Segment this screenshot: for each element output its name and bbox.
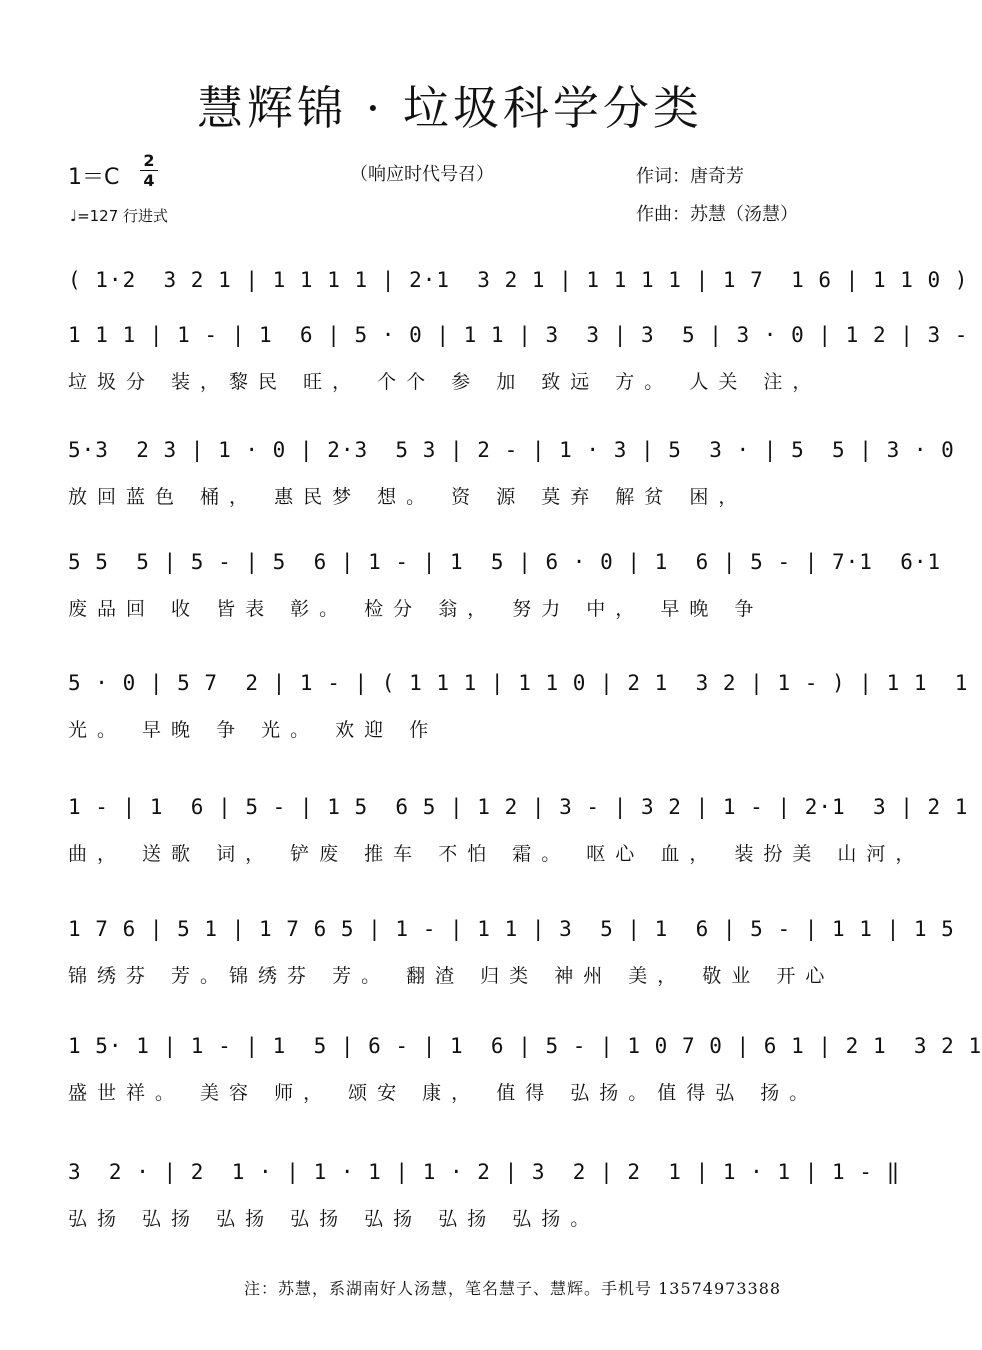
composer-credit: 作曲：苏慧（汤慧） <box>636 204 798 225</box>
lyric-line: 光。 早晚 争 光。 欢迎 作 <box>68 719 439 741</box>
notation-line: 3 2 · | 2 1 · | 1 · 1 | 1 · 2 | 3 2 | 2 1 | 1 · 1 | 1 - ‖ <box>68 1160 901 1184</box>
lyric-line: 放回蓝色 桶， 惠民梦 想。 资 源 莫弃 解贫 困， <box>68 486 748 508</box>
notation-line: 5 5 5 | 5 - | 5 6 | 1 - | 1 5 | 6 · 0 | 1 6 | 5 - | 7·1 6·1 <box>68 550 942 574</box>
notation-line: 5·3 2 3 | 1 · 0 | 2·3 5 3 | 2 - | 1 · 3 | 5 3 · | 5 5 | 3 · 0 <box>68 438 955 462</box>
song-title: 慧辉锦 · 垃圾科学分类 <box>197 81 703 135</box>
time-signature <box>140 152 158 189</box>
time-signature-bottom: 4 <box>143 171 155 190</box>
lyric-line: 曲， 送歌 词， 铲废 推车 不怕 霜。 呕心 血， 装扮美 山河， <box>68 843 925 865</box>
notation-line: 1 5· 1 | 1 - | 1 5 | 6 - | 1 6 | 5 - | 1 0 7 0 | 6 1 | 2 1 3 2 1 <box>68 1034 982 1058</box>
subtitle: （响应时代号召） <box>350 164 494 185</box>
notation-line: 1 - | 1 6 | 5 - | 1 5 6 5 | 1 2 | 3 - | 3 2 | 1 - | 2·1 3 | 2 1 <box>68 795 969 819</box>
notation-line: 5 · 0 | 5 7 2 | 1 - | ( 1 1 1 | 1 1 0 | 2 1 3 2 | 1 - ) | 1 1 1 <box>68 671 969 695</box>
key-signature: 1＝C <box>68 165 120 190</box>
notation-line: ( 1·2 3 2 1 | 1 1 1 1 | 2·1 3 2 1 | 1 1 1 1 | 1 7 1 6 | 1 1 0 ) <box>68 268 969 292</box>
lyric-line: 弘扬 弘扬 弘扬 弘扬 弘扬 弘扬 弘扬。 <box>68 1208 600 1230</box>
notation-line: 1 7 6 | 5 1 | 1 7 6 5 | 1 - | 1 1 | 3 5 | 1 6 | 5 - | 1 1 | 1 5 <box>68 917 955 941</box>
lyric-line: 废品回 收 皆表 彰。 检分 翁， 努力 中， 早晚 争 <box>68 598 764 620</box>
notation-line: 1 1 1 | 1 - | 1 6 | 5 · 0 | 1 1 | 3 3 | 3 5 | 3 · 0 | 1 2 | 3 - <box>68 323 969 347</box>
lyricist-credit: 作词：唐奇芳 <box>636 166 744 187</box>
lyric-line: 盛世祥。 美容 师， 颂安 康， 值得 弘扬。值得弘 扬。 <box>68 1082 819 1104</box>
lyric-line: 垃圾分 装，黎民 旺， 个个 参 加 致远 方。 人关 注， <box>68 371 822 393</box>
lyric-line: 锦绣芬 芳。锦绣芬 芳。 翻渣 归类 神州 美， 敬业 开心 <box>68 965 835 987</box>
time-signature-top: 2 <box>143 151 155 170</box>
footnote: 注：苏慧，系湖南好人汤慧，笔名慧子、慧辉。手机号 13574973388 <box>244 1279 782 1298</box>
tempo-marking: ♩=127 行进式 <box>70 207 169 225</box>
